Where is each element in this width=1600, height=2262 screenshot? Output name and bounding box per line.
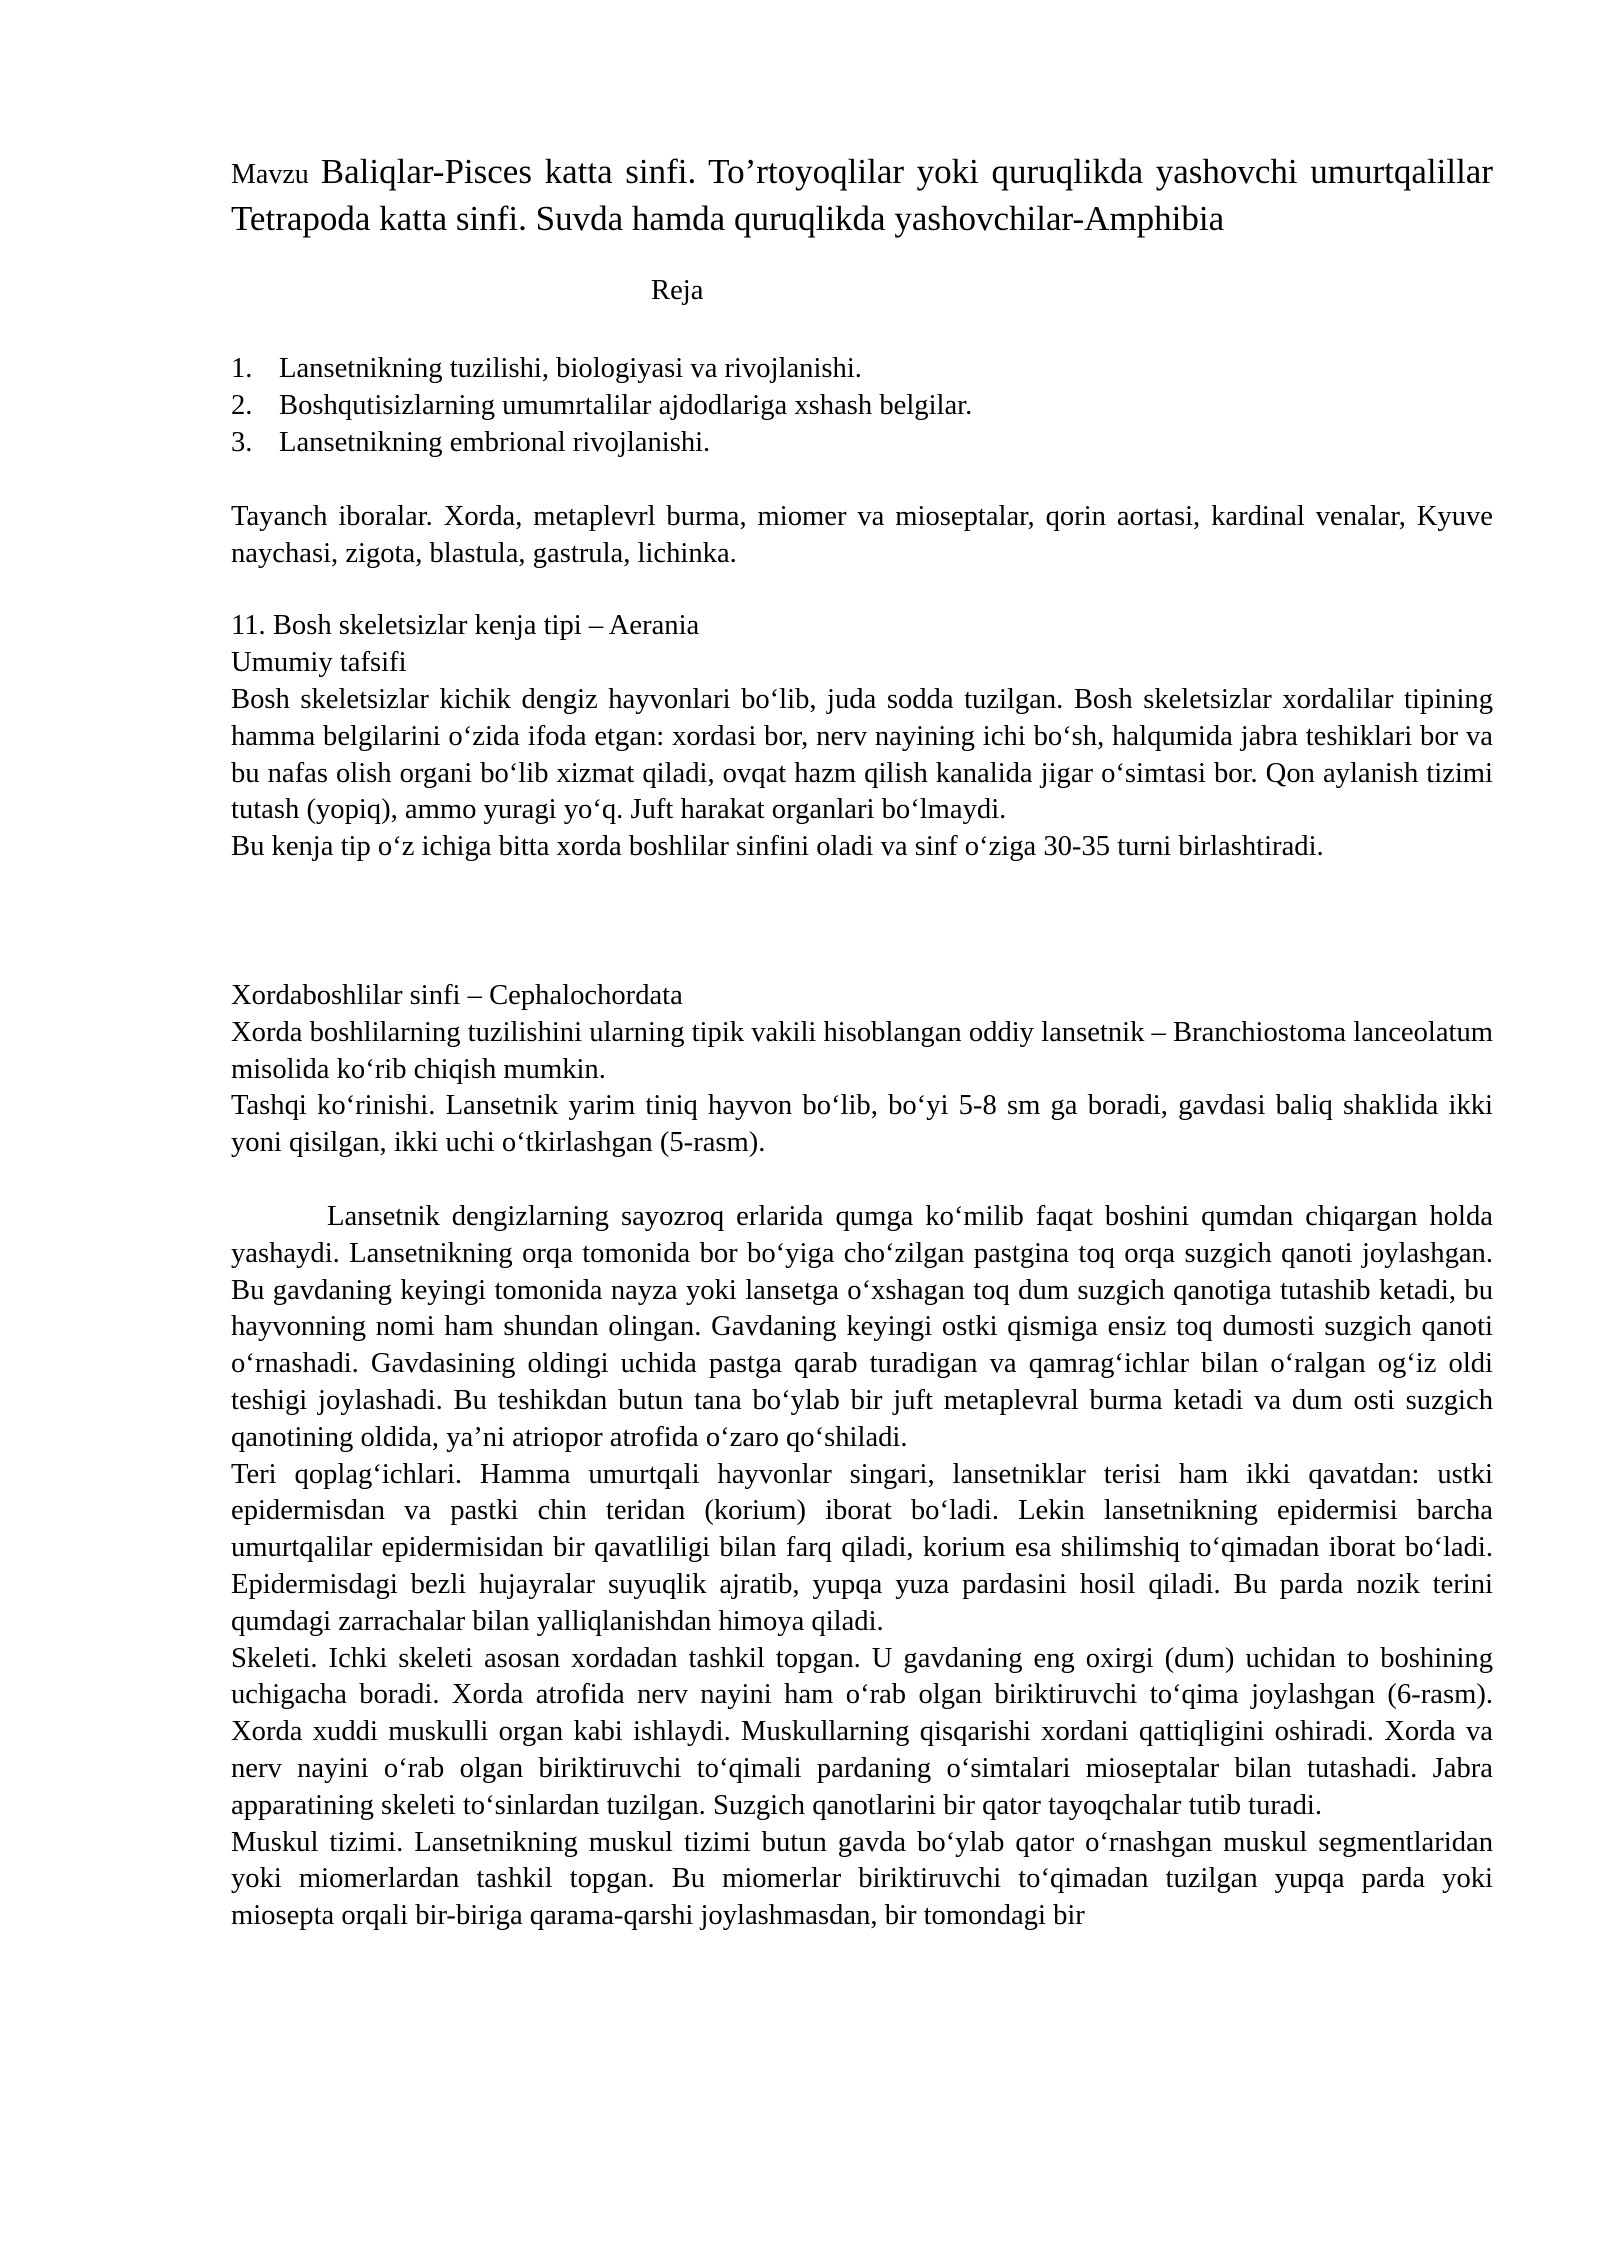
topic-label: Mavzu — [231, 159, 309, 190]
plan-item — [231, 424, 1493, 461]
keywords-paragraph: Tayanch iboralar. Xorda, metaplevrl burma, miomer va mioseptalar, qorin aortasi, kardinal venalar, Kyuve naychasi, zigota, blastula, gastrula, lichinka. — [231, 500, 1493, 569]
section2-paragraph: Lansetnik dengizlarning sayozroq erlarida qumga ko‘milib faqat boshini qumdan chiqargan holda yashaydi. Lansetnikning orqa tomonida bor bo‘yiga cho‘zilgan pastgina toq orqa suzgich qanoti joylashgan. Bu gavdaning keyingi tomonida nayza yoki lansetga o‘xshagan toq dum suzgich qanotiga tutashib ketadi, bu hayvonning nomi ham shundan olingan. Gavdaning keyingi ostki qismiga ensiz toq dumosti suzgich qanoti o‘rnashadi. Gavdasining oldingi uchida pastga qarab turadigan va qamrag‘ichlar bilan o‘ralgan og‘iz oldi teshigi joylashadi. Bu teshikdan butun tana bo‘ylab bir juft metaplevral burma ketadi va dum osti suzgich qanotining oldida, ya’ni atriopor atrofida o‘zaro qo‘shiladi. — [231, 1200, 1493, 1453]
topic-title — [231, 150, 1493, 241]
plan-item-number: 3. — [231, 426, 253, 458]
section2-paragraph: Teri qoplag‘ichlari. Hamma umurtqali hayvonlar singari, lansetniklar terisi ham ikki qavatdan: ustki epidermisdan va pastki chin teridan (korium) iborat bo‘ladi. Lekin lansetnikning epidermisi barcha umurtqalilar epidermisidan bir qavatliligi bilan farq qiladi, korium esa shilimshiq to‘qimadan iborat bo‘ladi. Epidermisdagi bezli hujayralar suyuqlik ajratib, yupqa yuza pardasini hosil qiladi. Bu parda nozik terini qumdagi zarrachalar bilan yalliqlanishdan himoya qiladi. — [231, 1458, 1493, 1637]
section1-paragraph: Bosh skeletsizlar kichik dengiz hayvonlari bo‘lib, juda sodda tuzilgan. Bosh skeletsizlar xordalilar tipining hamma belgilarini o‘zida ifoda etgan: xordasi bor, nerv nayining ichi bo‘sh, halqumida jabra teshiklari bor va bu nafas olish organi bo‘lib xizmat qiladi, ovqat hazm qilish kanalida jigar o‘simtasi bor. Qon aylanish tizimi tutash (yopiq), ammo yuragi yo‘q. Juft harakat organlari bo‘lmaydi. — [231, 683, 1493, 826]
plan-item-number: 2. — [231, 389, 253, 421]
plan-heading: Reja — [651, 275, 704, 306]
topic-text: Baliqlar-Pisces katta sinfi. To’rtoyoqlilar yoki quruqlikda yashovchi umurtqalillar Tetrapoda katta sinfi. Suvda hamda quruqlikda yashovchilar-Amphibia — [231, 152, 1493, 238]
section2-paragraph: Xorda boshlilarning tuzilishini ularning tipik vakili hisoblangan oddiy lansetnik – Branchiostoma lanceolatum misolida ko‘rib chiqish mumkin. — [231, 1016, 1493, 1085]
section1-paragraph: Bu kenja tip o‘z ichiga bitta xorda boshlilar sinfini oladi va sinf o‘ziga 30-35 turni birlashtiradi. — [231, 831, 1324, 863]
section2-heading: Xordaboshlilar sinfi – Cephalochordata — [231, 979, 683, 1011]
section2-paragraph: Muskul tizimi. Lansetnikning muskul tizimi butun gavda bo‘ylab qator o‘rnashgan muskul segmentlaridan yoki miomerlardan tashkil topgan. Bu miomerlar biriktiruvchi to‘qimadan tuzilgan yupqa parda yoki miosepta orqali bir-biriga qarama-qarshi joylashmasdan, bir tomondagi bir — [231, 1826, 1493, 1932]
section1-heading: 11. Bosh skeletsizlar kenja tipi – Aerania — [231, 610, 700, 642]
plan-item-text: Boshqutisizlarning umumrtalilar ajdodlariga xshash belgilar. — [279, 389, 973, 421]
plan-item-number: 1. — [231, 352, 253, 384]
plan-list — [231, 350, 1493, 461]
section1-subheading: Umumiy tafsifi — [231, 647, 407, 679]
plan-item-text: Lansetnikning tuzilishi, biologiyasi va rivojlanishi. — [279, 352, 862, 384]
section2-paragraph: Tashqi ko‘rinishi. Lansetnik yarim tiniq hayvon bo‘lib, bo‘yi 5-8 sm ga boradi, gavdasi baliq shaklida ikki yoni qisilgan, ikki uchi o‘tkirlashgan (5-rasm). — [231, 1090, 1493, 1159]
document-page — [231, 150, 1493, 1935]
section2-paragraph: Skeleti. Ichki skeleti asosan xordadan tashkil topgan. U gavdaning eng oxirgi (dum) uchidan to boshining uchigacha boradi. Xorda atrofida nerv nayini ham o‘rab olgan biriktiruvchi to‘qima joylashgan (6-rasm). Xorda xuddi muskulli organ kabi ishlaydi. Muskullarning qisqarishi xordani qattiqligini oshiradi. Xorda va nerv nayini o‘rab olgan biriktiruvchi to‘qimali pardaning o‘simtalari mioseptalar bilan tutashadi. Jabra apparatining skeleti to‘sinlardan tuzilgan. Suzgich qanotlarini bir qator tayoqchalar tutib turadi. — [231, 1642, 1493, 1821]
plan-item-text: Lansetnikning embrional rivojlanishi. — [279, 426, 711, 458]
plan-item — [231, 350, 1493, 387]
plan-item — [231, 387, 1493, 424]
